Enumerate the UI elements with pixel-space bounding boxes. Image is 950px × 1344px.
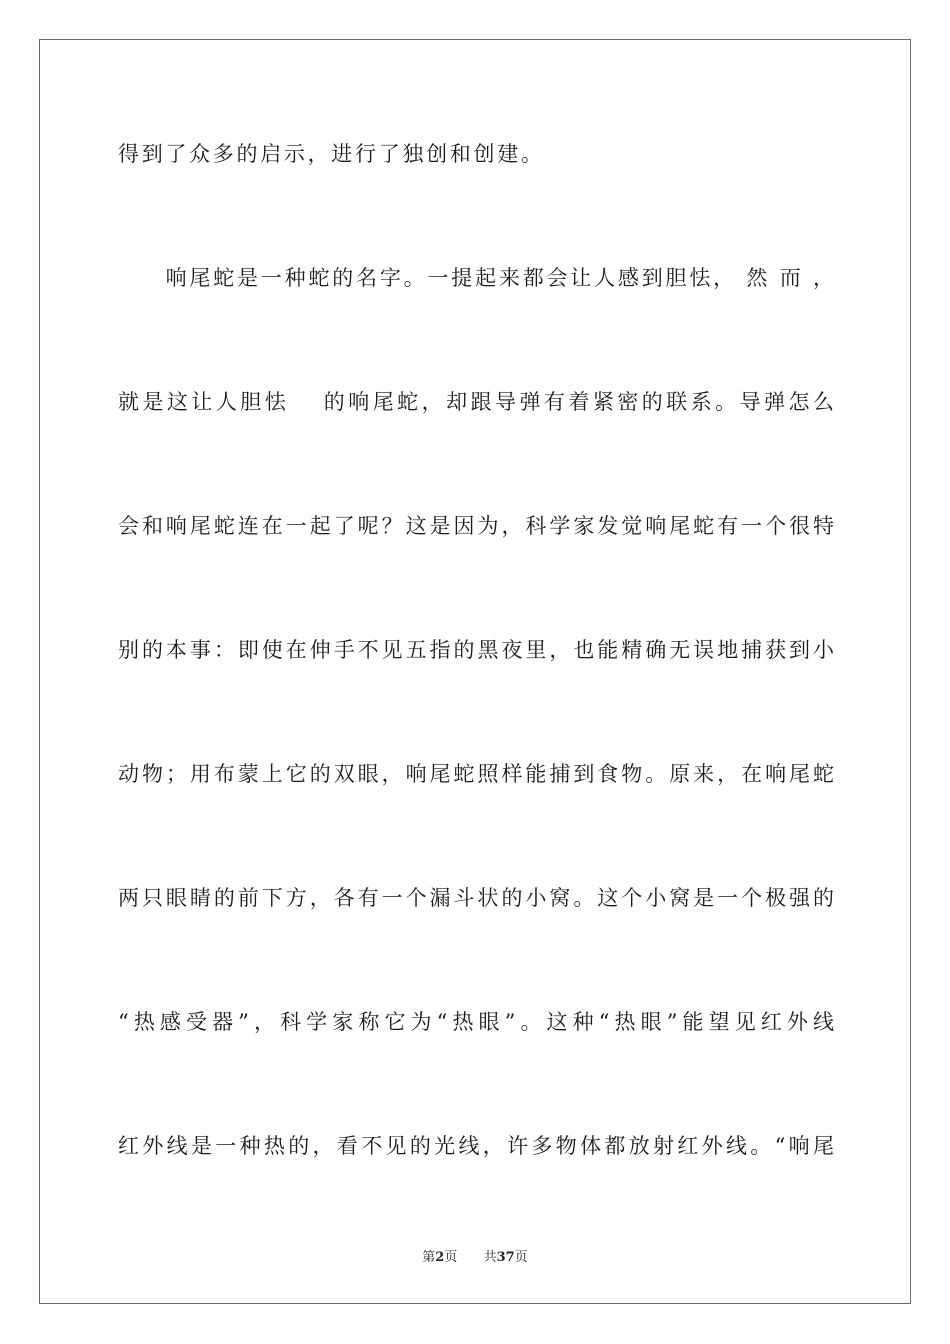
- text-line: 动物；用布蒙上它的双眼，响尾蛇照样能捕到食物。原来，在响尾蛇: [118, 762, 834, 786]
- page-footer: [0, 1246, 950, 1265]
- total-pages: 37: [496, 1250, 515, 1265]
- page-prefix: 第: [422, 1250, 436, 1265]
- page-number-label: [422, 1246, 457, 1265]
- text-line: “热感受器”，科学家称它为“热眼”。这种“热眼”能望见红外线: [118, 1010, 834, 1034]
- total-suffix: 页: [514, 1250, 528, 1265]
- page-border: [39, 39, 911, 1304]
- page-number: 2: [435, 1250, 445, 1265]
- total-prefix: 共: [483, 1250, 497, 1265]
- text-line: 别的本事：即使在伸手不见五指的黑夜里，也能精确无误地捕获到小: [118, 638, 834, 662]
- text-line: 红外线是一种热的，看不见的光线，许多物体都放射红外线。“响尾: [118, 1134, 834, 1158]
- page-suffix: 页: [444, 1250, 458, 1265]
- text-line: 得到了众多的启示，进行了独创和创建。: [118, 142, 545, 166]
- text-line: 就是这让人胆怯 的响尾蛇，却跟导弹有着紧密的联系。导弹怎么: [118, 390, 834, 414]
- total-pages-label: [484, 1246, 528, 1265]
- text-line: 会和响尾蛇连在一起了呢？这是因为，科学家发觉响尾蛇有一个很特: [118, 514, 834, 538]
- text-line: 响尾蛇是一种蛇的名字。一提起来都会让人感到胆怯， 然 而 ，: [118, 266, 834, 290]
- text-line: 两只眼睛的前下方，各有一个漏斗状的小窝。这个小窝是一个极强的: [118, 886, 834, 910]
